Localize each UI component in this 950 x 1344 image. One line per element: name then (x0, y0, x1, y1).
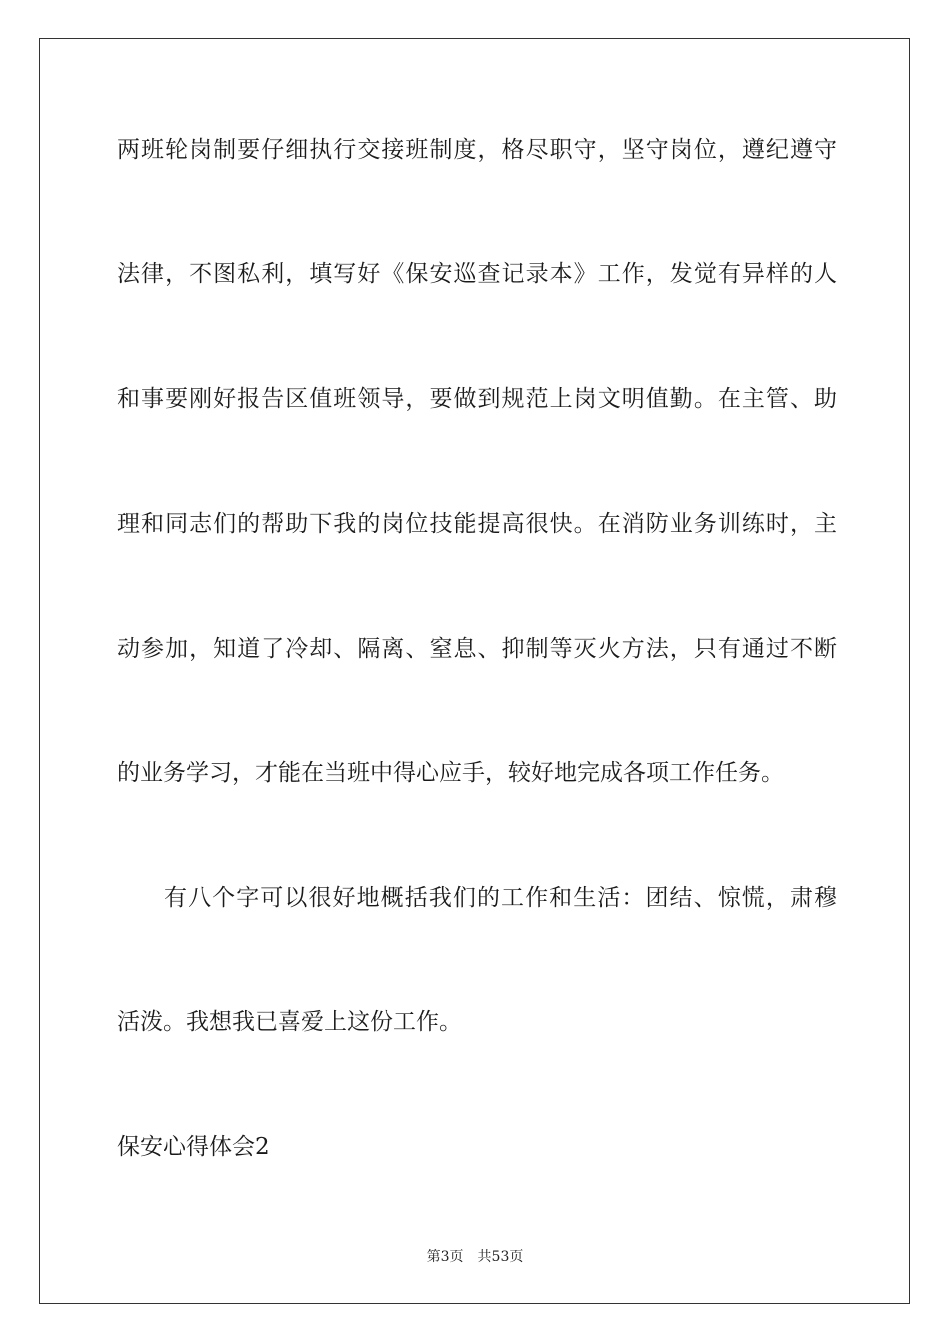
text-line: 和事要刚好报告区值班领导，要做到规范上岗文明值勤。在主管、助 (117, 386, 837, 412)
text-line: 动参加，知道了冷却、隔离、窒息、抑制等灭火方法，只有通过不断 (117, 636, 837, 662)
section-heading: 保安心得体会2 (117, 1134, 270, 1160)
page-frame (39, 38, 910, 1304)
text-line: 活泼。我想我已喜爱上这份工作。 (117, 1009, 462, 1035)
text-line: 理和同志们的帮助下我的岗位技能提高很快。在消防业务训练时，主 (117, 511, 837, 537)
text-line: 法律，不图私利，填写好《保安巡查记录本》工作，发觉有异样的人 (117, 261, 837, 287)
text-line: 有八个字可以很好地概括我们的工作和生活：团结、惊慌，肃穆 (164, 885, 837, 911)
page-total: 共53页 (477, 1249, 524, 1265)
text-line: 两班轮岗制要仔细执行交接班制度，格尽职守，坚守岗位，遵纪遵守 (117, 137, 837, 163)
page-number: 第3页 (426, 1249, 464, 1265)
page-footer (0, 1248, 950, 1266)
text-line: 的业务学习，才能在当班中得心应手，较好地完成各项工作任务。 (117, 760, 784, 786)
